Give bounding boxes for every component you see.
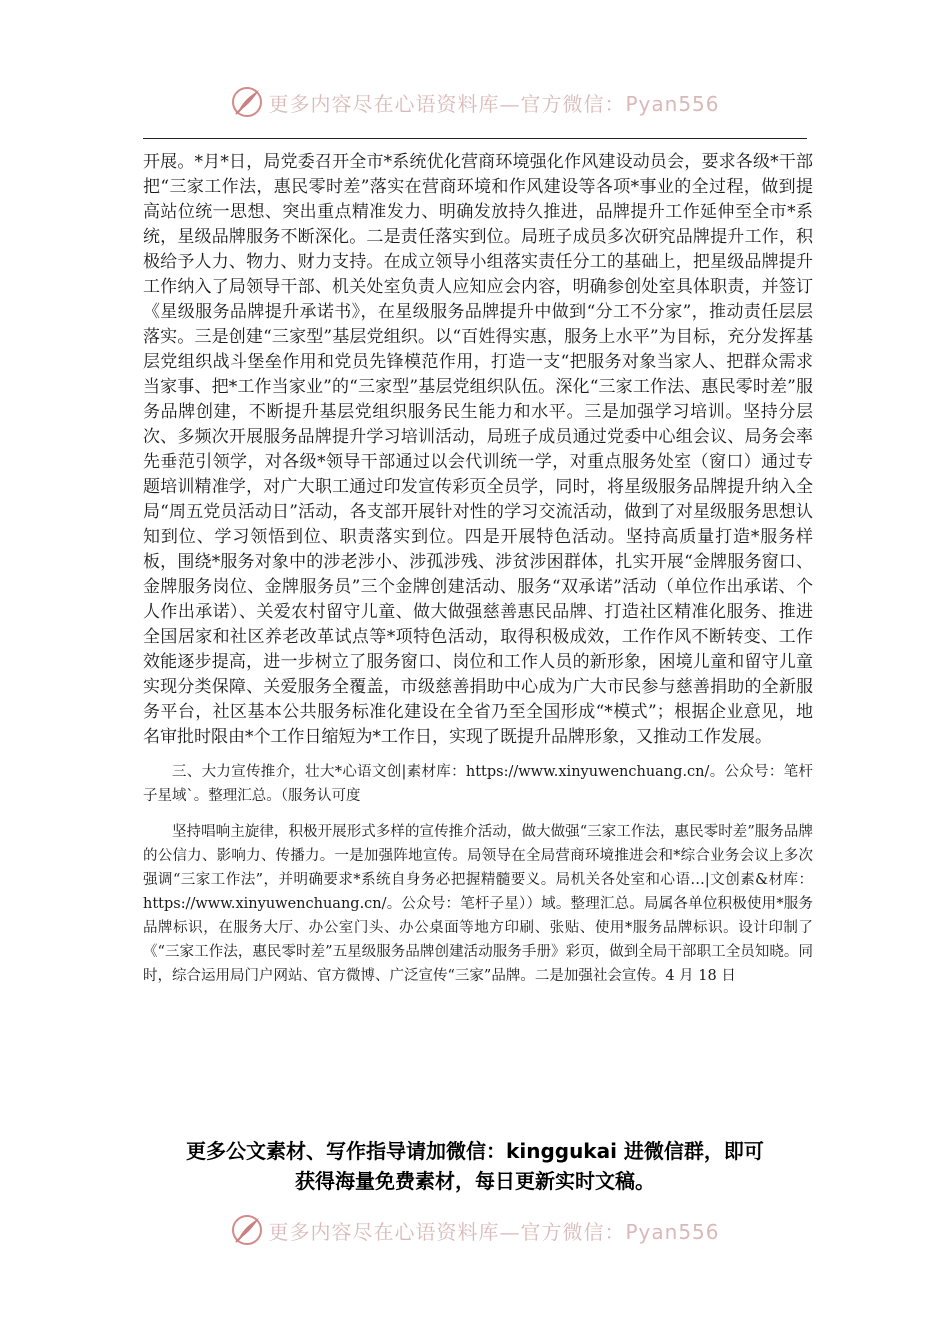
header-banner-label: 更多内容尽在心语资料库—官方微信： — [268, 91, 626, 116]
body-paragraph-3: 坚持唱响主旋律，积极开展形式多样的宣传推介活动，做大做强“三家工作法，惠民零时差”服务品牌的公信力、影响力、传播力。一是加强阵地宣传。局领导在全局营商环境推进会和*综合业务会议上多次强调“三家工作法”，并明确要求*系统自身务必把握精髓要义。局机关各处室和心语…|文创素&材库：https://www.xinyuwenchuang.cn/。公众号：笔杆子星））域。整理汇总。局属各单位积极使用*服务品牌标识，在服务大厅、办公室门头、办公桌面等地方印刷、张贴、使用*服务品牌标识。设计印制了《“三家工作法，惠民零时差”五星级服务品牌创建活动服务手册》彩页，做到全局干部职工全员知晓。同时，综合运用局门户网站、官方微博、广泛宣传“三家”品牌。二是加强社会宣传。4 月 18 日 — [143, 824, 813, 984]
quill-logo-icon — [230, 1213, 264, 1247]
header-banner — [0, 80, 950, 124]
promo-notice — [150, 1136, 800, 1196]
header-banner-text — [268, 88, 719, 117]
promo-line-1: 更多公文素材、写作指导请加微信：kinggukai 进微信群，即可 — [186, 1139, 764, 1163]
quill-logo-icon — [230, 85, 264, 119]
footer-banner-text — [268, 1216, 719, 1245]
section-heading-paragraph: 三、大力宣传推介，壮大*心语文创|素材库：https://www.xinyuwenchuang.cn/。公众号：笔杆子星域`。整理汇总。（服务认可度 — [143, 764, 813, 804]
header-divider — [143, 138, 807, 139]
footer-banner-label: 更多内容尽在心语资料库—官方微信： — [268, 1219, 626, 1244]
promo-line-2: 获得海量免费素材，每日更新实时文稿。 — [295, 1169, 655, 1193]
header-banner-code: Pyan556 — [625, 91, 720, 116]
document-body — [143, 150, 813, 988]
footer-banner — [0, 1208, 950, 1252]
footer-banner-code: Pyan556 — [625, 1219, 720, 1244]
body-paragraph-1: 开展。*月*日，局党委召开全市*系统优化营商环境强化作风建设动员会，要求各级*干部把“三家工作法，惠民零时差”落实在营商环境和作风建设等各项*事业的全过程，做到提高站位统一思想、突出重点精准发力、明确发放持久推进，品牌提升工作延伸至全市*系统，星级品牌服务不断深化。二是责任落实到位。局班子成员多次研究品牌提升工作，积极给予人力、物力、财力支持。在成立领导小组落实责任分工的基础上，把星级品牌提升工作纳入了局领导干部、机关处室负责人应知应会内容，明确参创处室具体职责，并签订《星级服务品牌提升承诺书》，在星级服务品牌提升中做到“分工不分家”，推动责任层层落实。三是创建“三家型”基层党组织。以“百姓得实惠，服务上水平”为目标，充分发挥基层党组织战斗堡垒作用和党员先锋模范作用，打造一支“把服务对象当家人、把群众需求当家事、把*工作当家业”的“三家型”基层党组织队伍。深化“三家工作法、惠民零时差”服务品牌创建，不断提升基层党组织服务民生能力和水平。三是加强学习培训。坚持分层次、多频次开展服务品牌提升学习培训活动，局班子成员通过党委中心组会议、局务会率先垂范引领学，对各级*领导干部通过以会代训统一学，对重点服务处室（窗口）通过专题培训精准学，对广大职工通过印发宣传彩页全员学，同时，将星级服务品牌提升纳入全局“周五党员活动日”活动，各支部开展针对性的学习交流活动，做到了对星级服务思想认知到位、学习领悟到位、职责落实到位。四是开展特色活动。坚持高质量打造*服务样板，围绕*服务对象中的涉老涉小、涉孤涉残、涉贫涉困群体，扎实开展“金牌服务窗口、金牌服务岗位、金牌服务员”三个金牌创建活动、服务“双承诺”活动（单位作出承诺、个人作出承诺）、关爱农村留守儿童、做大做强慈善惠民品牌、打造社区精准化服务、推进全国居家和社区养老改革试点等*项特色活动，取得积极成效，工作作风不断转变、工作效能逐步提高，进一步树立了服务窗口、岗位和工作人员的新形象，困境儿童和留守儿童实现分类保障、关爱服务全覆盖，市级慈善捐助中心成为广大市民参与慈善捐助的全新服务平台，社区基本公共服务标准化建设在全省乃至全国形成“*模式”；根据企业意见，地名审批时限由*个工作日缩短为*工作日，实现了既提升品牌形象，又推动工作发展。 — [143, 152, 813, 747]
